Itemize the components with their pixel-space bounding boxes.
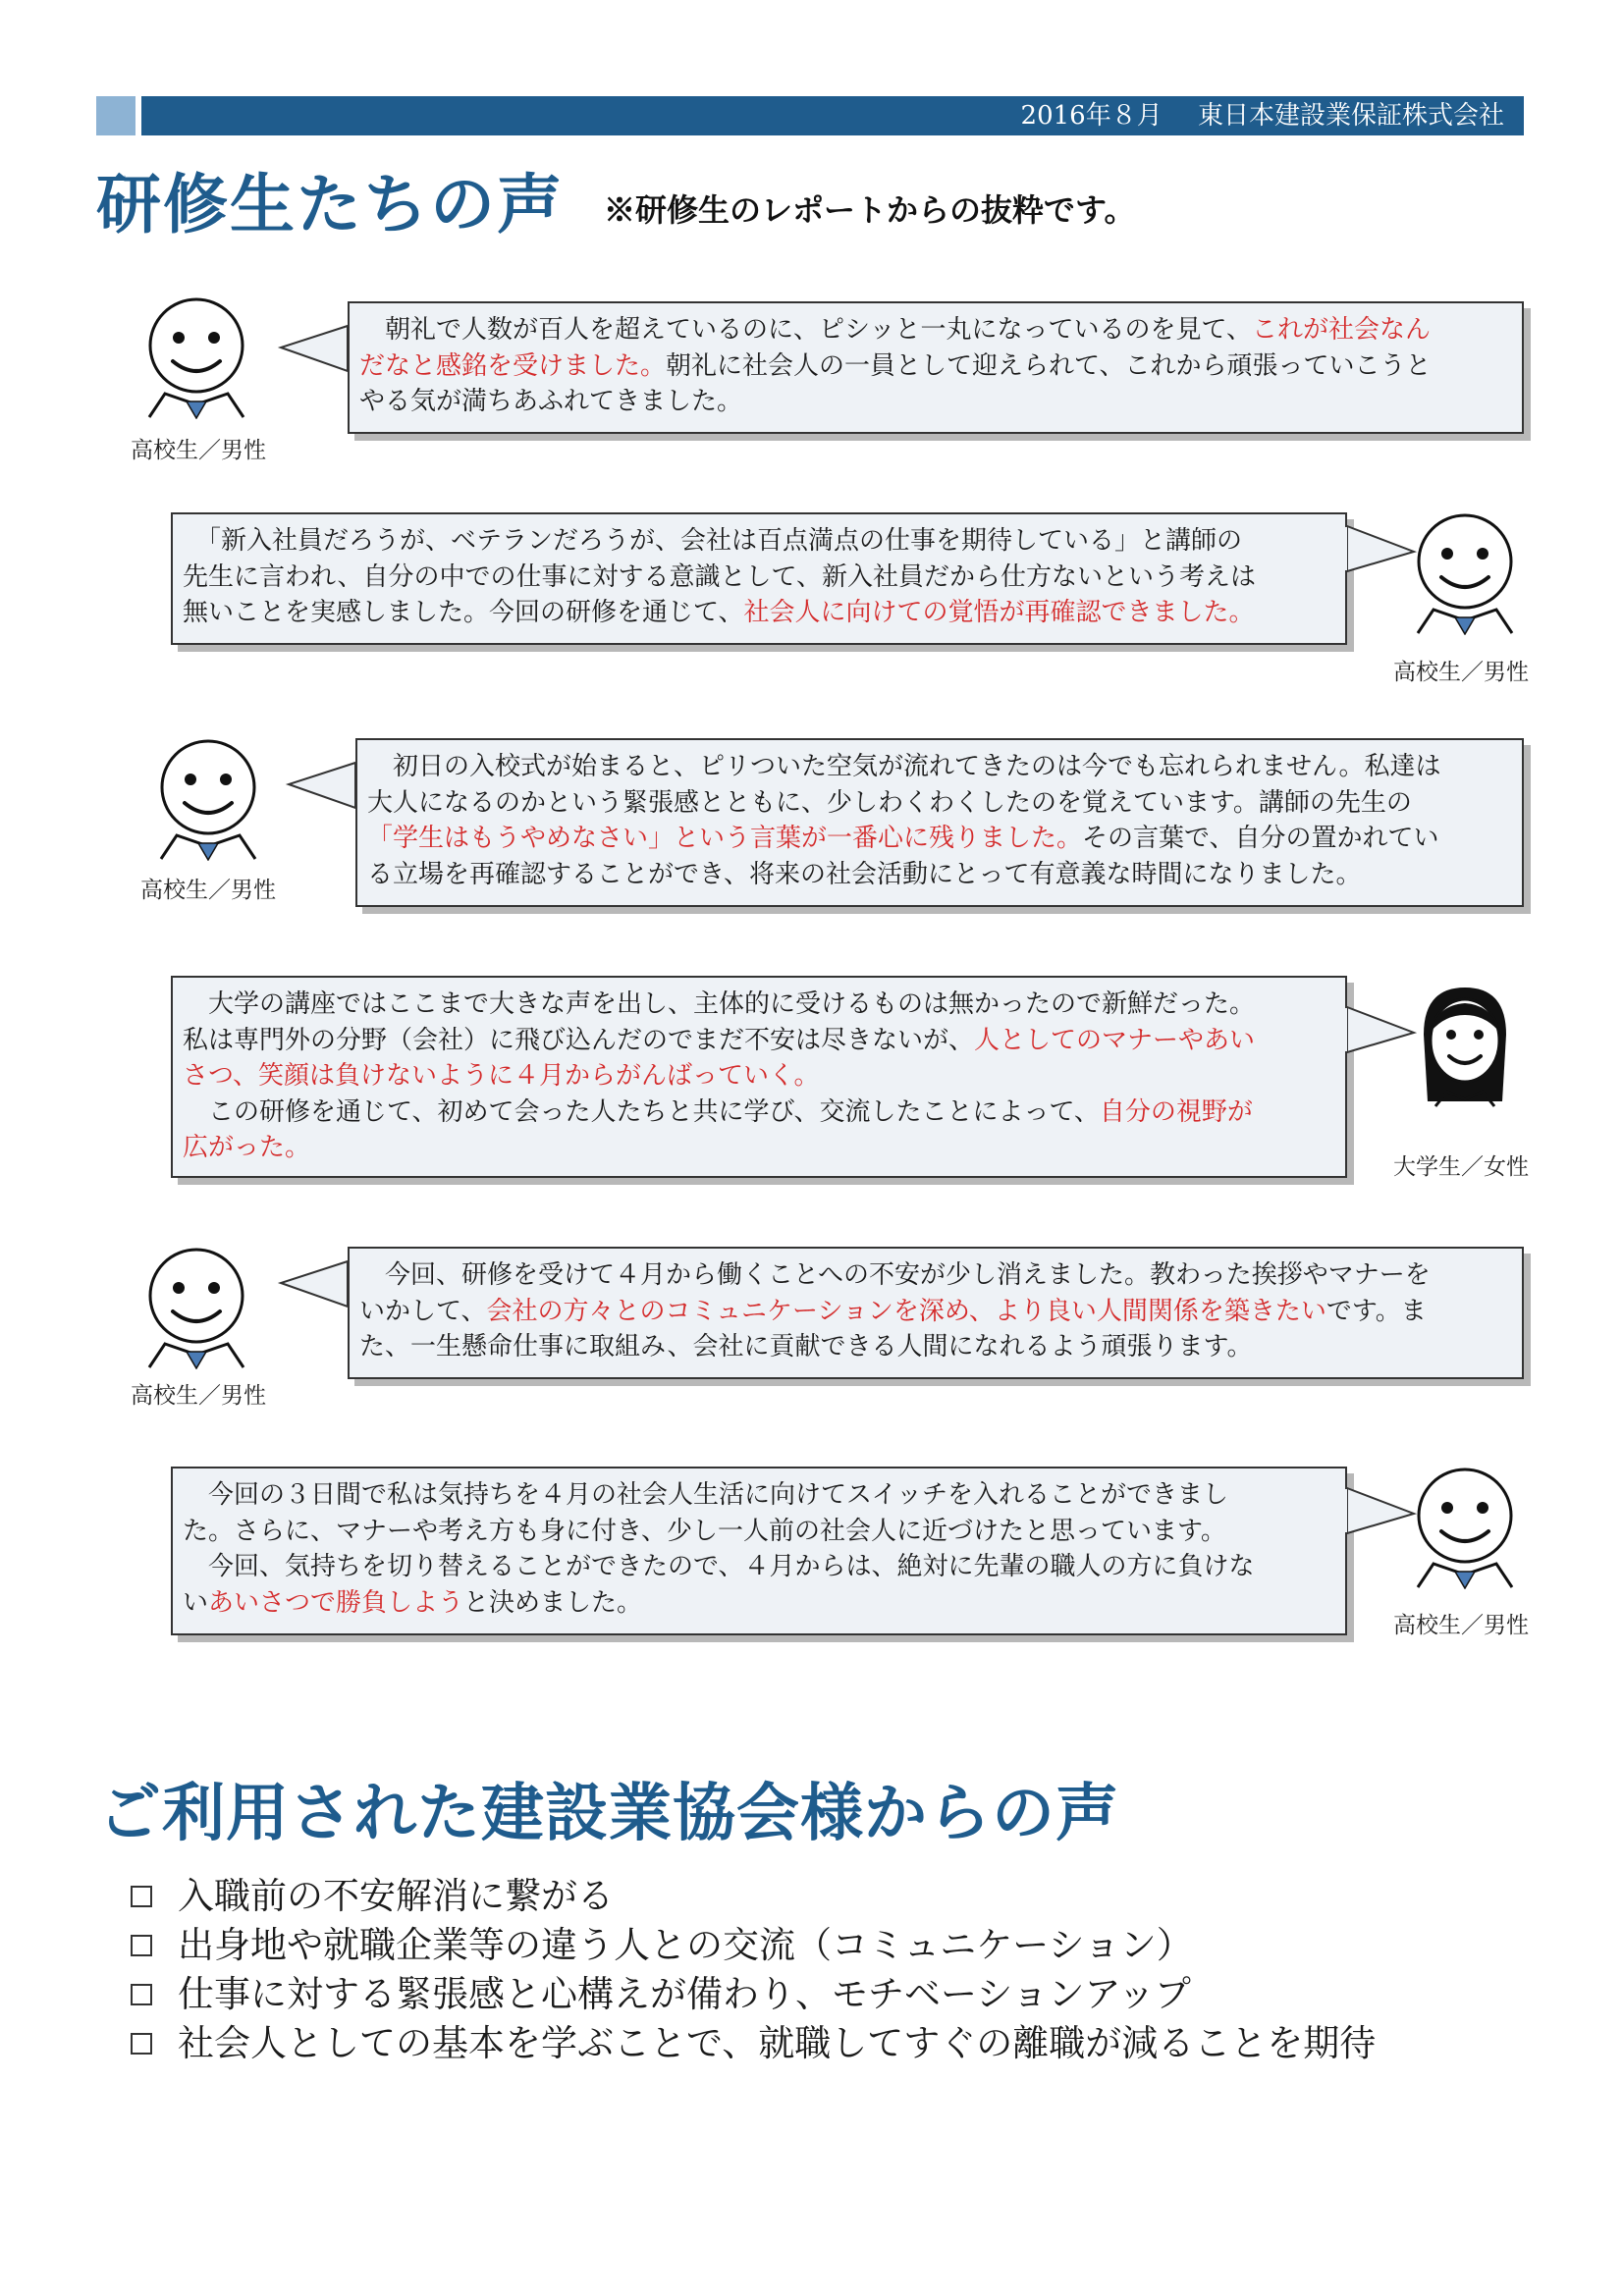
checklist-item-text: 社会人としての基本を学ぶことで、就職してすぐの離職が減ることを期待 [178,2022,1377,2064]
bubble-text: 初日の入校式が始まると、ピリついた空気が流れてきたのは今でも忘れられません。私達は [367,752,1441,781]
speaker-caption: 大学生／女性 [1393,1154,1529,1180]
bubble-line [183,987,1333,1023]
speech-bubble-tail [277,1259,355,1318]
speech-bubble-tail [277,324,355,383]
checkbox-icon [131,2033,152,2055]
bubble-line [183,1477,1333,1514]
checklist [131,1872,1376,2068]
bubble-text: 大人になるのかという緊張感とともに、少しわくわくしたのを覚えています。講師の先生の [367,787,1412,818]
bubble-line [183,1130,1333,1166]
bubble-line [367,785,1510,822]
bubble-line [359,348,1510,385]
bubble-text: 先生に言われ、自分の中での仕事に対する意識として、新入社員だから仕方ないという考えは [183,561,1257,592]
bubble-line [183,1095,1333,1131]
header-band [141,96,1524,135]
male-face-icon [1406,512,1524,635]
checklist-item [131,1872,1376,1921]
bubble-text: と決めました。 [463,1587,643,1618]
bubble-line [183,1023,1333,1059]
bubble-text: 私は専門外の分野（会社）に飛び込んだのでまだ不安は尽きないが、 [183,1025,975,1055]
highlight-text: あいさつで勝負しよう [208,1587,464,1618]
speaker-caption: 高校生／男性 [140,878,276,903]
section-title: ご利用された建設業協会様からの声 [98,1777,1119,1850]
page-title: 研修生たちの声 [96,166,564,242]
bubble-text: 今回、気持ちを切り替えることができたので、４月からは、絶対に先輩の職人の方に負けな [183,1552,1255,1581]
highlight-text: 会社の方々とのコミュニケーションを深め、より良い人間関係を築きたい [486,1296,1326,1326]
bubble-text: い [183,1587,209,1618]
highlight-text: 広がった。 [183,1133,311,1162]
bubble-text: その言葉で、自分の置かれてい [1082,824,1439,853]
highlight-text: 自分の視野が [1099,1096,1253,1127]
bubble-line [183,560,1333,596]
checklist-item [131,1921,1376,1970]
highlight-text: だなと感銘を受けました。 [359,350,667,381]
speech-bubble [348,1247,1524,1379]
bubble-line [183,1549,1333,1585]
checkbox-icon [131,1984,152,2005]
speech-bubble-tail [285,761,363,820]
male-face-icon [137,296,255,419]
speech-bubble [171,512,1347,645]
bubble-line [359,384,1510,420]
header-date: 2016年８月 [1020,101,1163,131]
bubble-line [359,1257,1510,1294]
highlight-text: さつ、笑顔は負けないように４月からがんばっていく。 [183,1061,820,1091]
bubble-line [359,1294,1510,1330]
checklist-item-text: 入職前の不安解消に繋がる [178,1875,614,1917]
highlight-text: 「学生はもうやめなさい」という言葉が一番心に残りました。 [367,824,1083,853]
speaker-caption: 高校生／男性 [1393,1613,1529,1638]
bubble-text: いかして、 [359,1296,487,1326]
checkbox-icon [131,1886,152,1907]
bubble-text: 「新入社員だろうが、ベテランだろうが、会社は百点満点の仕事を期待している」と講師の [183,526,1243,556]
bubble-line [183,1058,1333,1095]
bubble-text: 朝礼に社会人の一員として迎えられて、これから頑張っていこうと [666,350,1432,381]
header-accent-block [96,96,135,135]
speaker-caption: 高校生／男性 [131,438,266,463]
bubble-line [367,857,1510,893]
speaker-caption: 高校生／男性 [131,1383,266,1409]
bubble-line [183,1585,1333,1622]
bubble-text: 今回の３日間で私は気持ちを４月の社会人生活に向けてスイッチを入れることができまし [183,1480,1228,1510]
male-face-icon [137,1247,255,1369]
bubble-line [359,312,1510,348]
checklist-item-text: 仕事に対する緊張感と心構えが備わり、モチベーションアップ [178,1973,1191,2015]
male-face-icon [149,738,267,861]
bubble-text: 無いことを実感しました。今回の研修を通じて、 [183,598,744,627]
bubble-text: です。ま [1325,1296,1427,1326]
bubble-text: この研修を通じて、初めて会った人たちと共に学び、交流したことによって、 [183,1096,1100,1127]
male-face-icon [1406,1467,1524,1589]
bubble-text: 朝礼で人数が百人を超えているのに、ピシッと一丸になっているのを見て、 [359,315,1252,345]
bubble-text: やる気が満ちあふれてきました。 [359,387,743,416]
bubble-line [183,595,1333,631]
speaker-caption: 高校生／男性 [1393,660,1529,685]
checklist-item [131,2019,1376,2068]
bubble-line [183,523,1333,560]
highlight-text: これが社会なん [1251,315,1431,345]
bubble-text: る立場を再確認することができ、将来の社会活動にとって有意義な時間になりました。 [367,859,1362,889]
header-bar [96,96,1524,135]
highlight-text: 社会人に向けての覚悟が再確認できました。 [743,598,1255,627]
highlight-text: 人としてのマナーやあい [974,1025,1256,1055]
header-company: 東日本建設業保証株式会社 [1197,101,1504,131]
page-subtitle: ※研修生のレポートからの抜粋です。 [604,191,1136,229]
bubble-text: た。さらに、マナーや考え方も身に付き、少し一人前の社会人に近づけたと思っています。 [183,1516,1226,1546]
speech-bubble [348,301,1524,434]
female-face-icon [1406,986,1524,1108]
checkbox-icon [131,1935,152,1956]
bubble-line [367,749,1510,785]
bubble-text: 大学の講座ではここまで大きな声を出し、主体的に受けるものは無かったので新鮮だった。 [183,989,1256,1019]
checklist-item [131,1970,1376,2019]
bubble-text: た、一生懸命仕事に取組み、会社に貢献できる人間になれるよう頑張ります。 [359,1332,1253,1362]
speech-bubble [355,738,1524,907]
speech-bubble [171,976,1347,1178]
bubble-line [359,1329,1510,1365]
bubble-text: 今回、研修を受けて４月から働くことへの不安が少し消えました。教わった挨拶やマナーを [359,1260,1431,1290]
bubble-line [183,1514,1333,1550]
speech-bubble [171,1467,1347,1635]
bubble-line [367,821,1510,857]
checklist-item-text: 出身地や就職企業等の違う人との交流（コミュニケーション） [178,1924,1193,1966]
